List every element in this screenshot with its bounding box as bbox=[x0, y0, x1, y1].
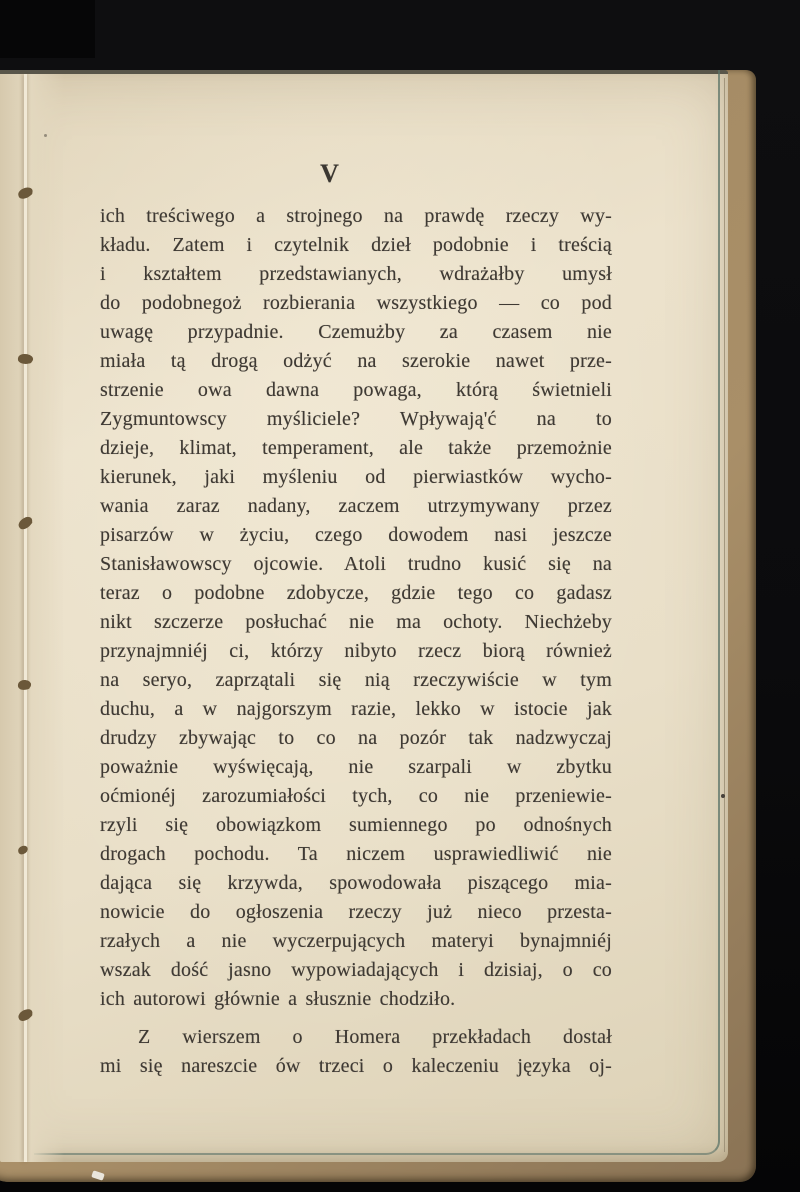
text-line: kierunek, jaki myśleniu od pierwiastków wycho- bbox=[100, 466, 612, 488]
text-line: mi się nareszcie ów trzeci o kaleczeniu języka oj- bbox=[100, 1055, 612, 1077]
paper-speck bbox=[721, 794, 725, 798]
text-line: miała tą drogą odżyć na szerokie nawet prze- bbox=[100, 350, 612, 372]
text-line: rzyli się obowiązkom sumiennego po odnośnych bbox=[100, 814, 612, 836]
text-line: i kształtem przedstawianych, wdrażałby umysł bbox=[100, 263, 612, 285]
gutter-shadow bbox=[0, 74, 64, 1162]
paper-speck bbox=[44, 134, 47, 137]
text-line: pisarzów w życiu, czego dowodem nasi jeszcze bbox=[100, 524, 612, 546]
text-line: dająca się krzywda, spowodowała piszącego mia- bbox=[100, 872, 612, 894]
text-area bbox=[100, 158, 612, 1081]
text-line: wszak dość jasno wypowiadających i dzisiaj, o co bbox=[100, 959, 612, 981]
text-line: ich treściwego a strojnego na prawdę rzeczy wy- bbox=[100, 205, 612, 227]
text-line: ich autorowi głównie a słusznie chodziło. bbox=[100, 988, 456, 1010]
text-line: Stanisławowscy ojcowie. Atoli trudno kusić się na bbox=[100, 553, 612, 575]
text-line: drogach pochodu. Ta niczem usprawiedliwić nie bbox=[100, 843, 612, 865]
text-line: nikt szczerze posłuchać nie ma ochoty. Niechżeby bbox=[100, 611, 612, 633]
text-line: poważnie wyświęcają, nie szarpali w zbytku bbox=[100, 756, 612, 778]
text-line: dzieje, klimat, temperament, ale także przemożnie bbox=[100, 437, 612, 459]
gutter-crease bbox=[24, 74, 27, 1162]
text-line: do podobnegoż rozbierania wszystkiego — co pod bbox=[100, 292, 612, 314]
text-line: wania zaraz nadany, zaczem utrzymywany przez bbox=[100, 495, 612, 517]
photo-corner-shadow bbox=[0, 0, 95, 58]
text-line: kładu. Zatem i czytelnik dzieł podobnie i treścią bbox=[100, 234, 612, 256]
text-line: rzałych a nie wyczerpujących materyi bynajmniéj bbox=[100, 930, 612, 952]
text-line: strzenie owa dawna powaga, którą świetnieli bbox=[100, 379, 612, 401]
text-line: uwagę przypadnie. Czemużby za czasem nie bbox=[100, 321, 612, 343]
text-line: na seryo, zaprzątali się nią rzeczywiście w tym bbox=[100, 669, 612, 691]
under-pages-edge bbox=[724, 78, 725, 1152]
page-number: V bbox=[320, 159, 342, 188]
text-line: oćmionéj zarozumiałości tych, co nie przeniewie- bbox=[100, 785, 612, 807]
text-line: Zygmuntowscy myśliciele? Wpływają'ć na to bbox=[100, 408, 612, 430]
text-line: nowicie do ogłoszenia rzeczy już nieco przesta- bbox=[100, 901, 612, 923]
text-block bbox=[100, 202, 612, 1081]
text-line: Z wierszem o Homera przekładach dostał bbox=[138, 1026, 612, 1048]
text-line: drudzy zbywając to co na pozór tak nadzwyczaj bbox=[100, 727, 612, 749]
text-line: duchu, a w najgorszym razie, lekko w istocie jak bbox=[100, 698, 612, 720]
text-line: teraz o podobne zdobycze, gdzie tego co gadasz bbox=[100, 582, 612, 604]
text-line: przynajmniéj ci, którzy nibyto rzecz biorą również bbox=[100, 640, 612, 662]
book-page bbox=[0, 70, 728, 1162]
